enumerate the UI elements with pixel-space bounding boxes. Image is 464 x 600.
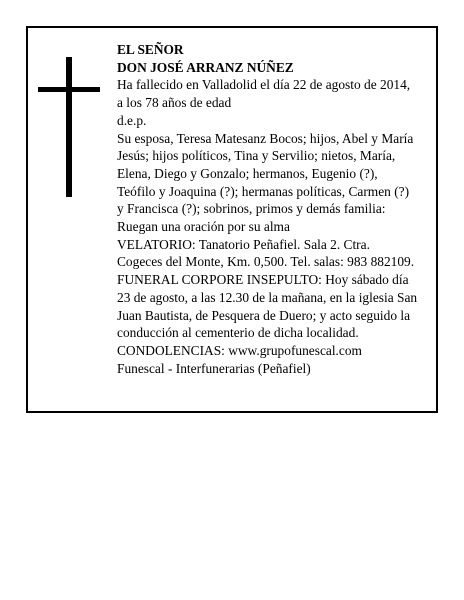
- family-line: Jesús; hijos políticos, Tina y Servilio; nietos, María,: [117, 148, 396, 164]
- age-line: a los 78 años de edad: [117, 95, 232, 111]
- family-line: Teófilo y Joaquina (?); hermanas políticas, Carmen (?): [117, 183, 410, 199]
- wake-line: VELATORIO: Tanatorio Peñafiel. Sala 2. Ctra.: [117, 236, 370, 252]
- wake-line: Cogeces del Monte, Km. 0,500. Tel. salas: 983 882109.: [117, 254, 415, 270]
- funeral-line: Juan Bautista, de Pesquera de Duero; y acto seguido la: [117, 307, 411, 323]
- family-line: Elena, Diego y Gonzalo; hermanos, Eugenio (?),: [117, 165, 378, 181]
- cross-horizontal-bar: [38, 87, 100, 92]
- obituary-text: [117, 41, 435, 377]
- family-line: y Francisca (?); sobrinos, primos y demás familia:: [117, 201, 386, 217]
- prayer-request-line: Ruegan una oración por su alma: [117, 219, 290, 235]
- funeral-line: 23 de agosto, a las 12.30 de la mañana, en la iglesia San: [117, 289, 418, 305]
- obituary-notice: [26, 26, 438, 413]
- deceased-name: DON JOSÉ ARRANZ NÚÑEZ: [117, 59, 294, 75]
- rip-line: d.e.p.: [117, 112, 147, 128]
- funeral-line: FUNERAL CORPORE INSEPULTO: Hoy sábado día: [117, 272, 409, 288]
- death-announcement: Ha fallecido en Valladolid el día 22 de agosto de 2014,: [117, 77, 411, 93]
- funeral-line: conducción al cementerio de dicha localidad.: [117, 325, 359, 341]
- cross-vertical-bar: [66, 57, 72, 197]
- funeral-home-line: Funescal - Interfunerarias (Peñafiel): [117, 360, 311, 376]
- obituary-title: EL SEÑOR: [117, 42, 184, 57]
- family-line: Su esposa, Teresa Matesanz Bocos; hijos, Abel y María: [117, 130, 414, 146]
- cross-icon: [38, 57, 100, 197]
- condolences-line: CONDOLENCIAS: www.grupofunescal.com: [117, 342, 362, 358]
